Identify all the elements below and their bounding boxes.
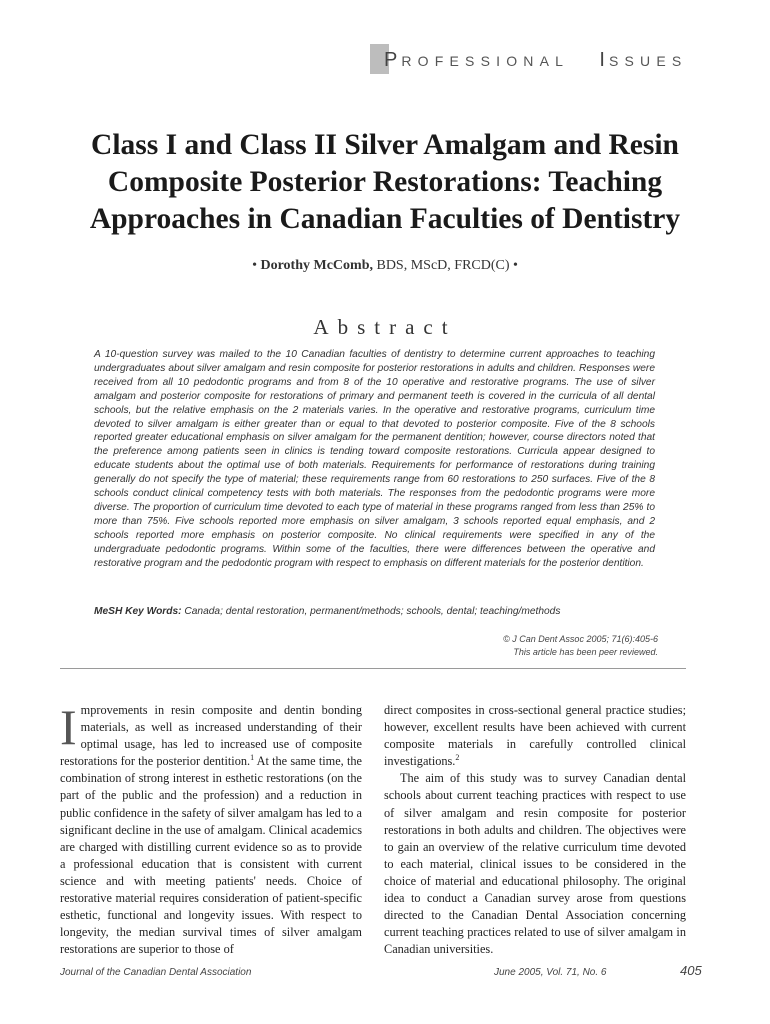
page-number: 405 — [680, 963, 702, 978]
byline-bullet-right: • — [513, 258, 518, 273]
byline-bullet-left: • — [252, 258, 257, 273]
keywords-label: MeSH Key Words: — [94, 606, 182, 617]
byline — [60, 258, 710, 274]
body-column-right — [384, 702, 686, 958]
reference-marker: 2 — [455, 753, 460, 763]
drop-cap: I — [60, 699, 77, 755]
citation-line: © J Can Dent Assoc 2005; 71(6):405-6 — [503, 634, 658, 644]
section-divider — [60, 668, 686, 669]
footer-issue: June 2005, Vol. 71, No. 6 — [494, 967, 607, 978]
citation — [258, 633, 658, 658]
body-paragraph: Improvements in resin composite and dentin bonding materials, as well as increased understanding of their optimal usage, has led to increased use of composite restorations for the posterior dentition.$^1$ At the same time, the combination of strong interest in esthetic restorations (on the part of the public and the profession) and a reduction in public confidence in the safety of silver amalgam has led to a significant decline in the use of amalgam. Clinical academics are charged with distilling current evidence so as to provide a professional education that is consistent with current science and with meeting patients' needs. Choice of restorative material requires consideration of patient-specific esthetic, functional and longevity issues. With respect to longevity, the median survival times of silver amalgam restorations are superior to those of — [60, 699, 362, 957]
section-text: PROFESSIONAL ISSUES — [384, 48, 688, 71]
author-name: Dorothy McComb, — [260, 258, 373, 273]
keywords — [94, 606, 664, 617]
abstract-text: A 10-question survey was mailed to the 10 Canadian faculties of dentistry to determine current approaches to teaching undergraduates about silver amalgam and resin composite for posterior restorations in adults and children. Responses were received from all 10 pedodontic programs and from 8 of the 10 operative and restorative programs. The use of silver amalgam and posterior composite for restorations of primary and permanent teeth is covered in the curricula of all dental schools, but the relative emphasis on the 2 materials varies. In the operative and restorative programs, curriculum time devoted to silver amalgam is either greater than or equal to that devoted to posterior composite. Five of the 8 schools reported greater educational emphasis on silver amalgam for the permanent dentition; however, course directors noted that the preference among patients seen in clinics is tending toward composite restorations. Curricula appear designed to educate students about the optimal use of both materials. Requirements for performance of restorations during training generally do not specify the type of material; these requirements range from 60 restorations to 250 surfaces. Five of the 8 schools conduct clinical competency tests with both materials. The responses from the pedodontic programs were more diverse. The proportion of curriculum time devoted to each type of material in these programs ranged from less than 25% to more than 75%. Five schools reported more emphasis on silver amalgam, 3 schools reported equal emphasis, and 2 schools reported more emphasis on posterior composite. No clinical requirements were specified in any of the undergraduate pedodontic programs. Within some of the faculties, there were differences between the operative and restorative program and the pedodontic program with respect to emphasis on different materials for the posterior dentition. — [94, 349, 655, 569]
peer-review-note: This article has been peer reviewed. — [513, 646, 658, 657]
abstract-heading: Abstract — [313, 315, 457, 339]
author-credentials: BDS, MScD, FRCD(C) — [372, 258, 514, 273]
section-label — [370, 40, 687, 74]
article-title: Class I and Class II Silver Amalgam and Resin Composite Posterior Restorations: Teaching Approaches in Canadian Faculties of Dentistry — [89, 129, 681, 235]
body-column-left — [60, 699, 362, 958]
body-paragraph: The aim of this study was to survey Canadian dental schools about current teaching practices with respect to use of silver amalgam and resin composite for posterior restorations in both adults and children. The objectives were to gain an overview of the relative curriculum time devoted to each material, clinical issues to be considered in the choice of material and educational philosophy. The original idea to conduct a Canadian survey arose from questions directed to the Canadian Dental Association concerning current teaching practices related to use of silver amalgam in Canadian universities. — [384, 771, 686, 957]
reference-marker: 1 — [250, 753, 255, 763]
footer-journal: Journal of the Canadian Dental Association — [60, 967, 252, 978]
body-paragraph: direct composites in cross-sectional general practice studies; however, excellent results have been achieved with current composite materials in carefully controlled clinical investigations.$^2$ — [384, 703, 686, 769]
keywords-text: Canada; dental restoration, permanent/methods; schools, dental; teaching/methods — [181, 606, 561, 617]
